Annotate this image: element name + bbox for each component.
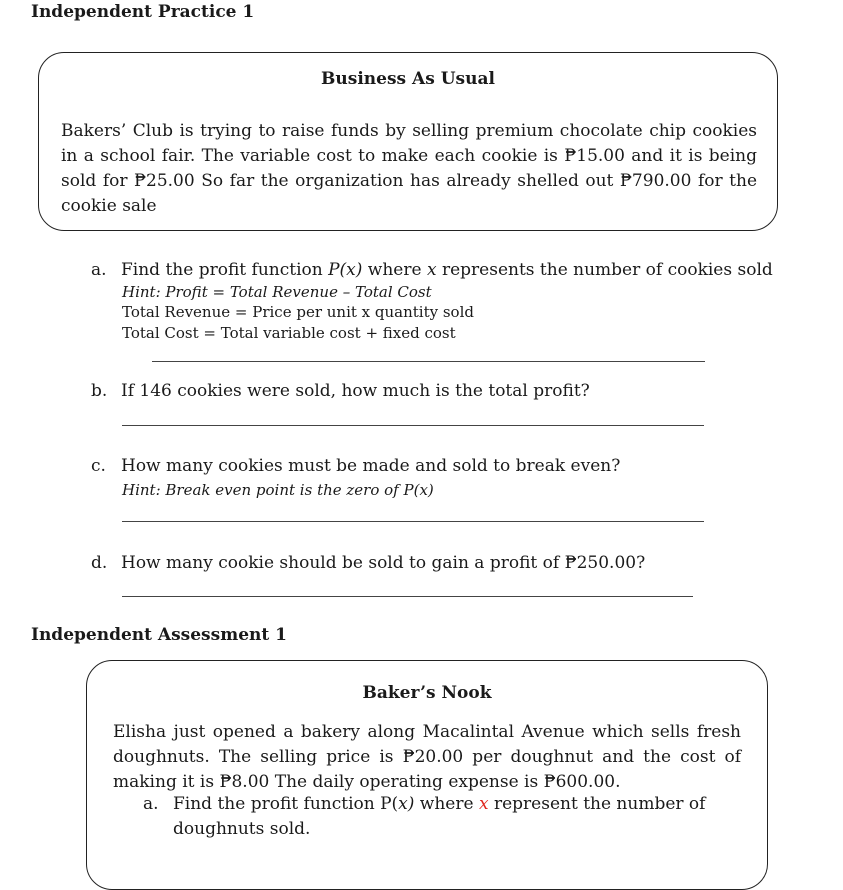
practice-question-b	[91, 381, 590, 401]
variable-symbol: x	[426, 260, 437, 280]
practice-scenario-text: Bakers’ Club is trying to raise funds by selling premium chocolate chip cookies in a school fair. The variable cost to make each cookie is ₱15.00 and it is being sold for ₱25.00 So far the organization has already shelled out ₱790.00 for the cookie sale	[61, 121, 757, 216]
practice-hint-a	[122, 282, 432, 303]
assessment-question-a-continued: doughnuts sold.	[173, 819, 311, 839]
question-text: where	[414, 794, 479, 814]
hint-text: Hint: Break even point is the zero of P(x)	[122, 481, 434, 499]
practice-scenario-box	[38, 52, 778, 231]
question-text: How many cookie should be sold to gain a profit of ₱250.00?	[121, 553, 646, 573]
function-symbol: P(x)	[328, 260, 363, 280]
practice-question-c	[91, 456, 620, 476]
assessment-box-title: Baker’s Nook	[362, 683, 492, 703]
question-label: a.	[91, 260, 107, 280]
question-label: c.	[91, 456, 106, 476]
hint-text: Hint: Profit = Total Revenue – Total Cost	[122, 283, 432, 301]
question-label: b.	[91, 381, 108, 401]
practice-cost-formula: Total Cost = Total variable cost + fixed cost	[122, 324, 456, 342]
variable-symbol: x	[478, 794, 489, 814]
answer-line-c[interactable]	[122, 521, 704, 522]
answer-line-d[interactable]	[122, 596, 693, 597]
practice-hint-c	[122, 480, 434, 501]
question-label: a.	[143, 794, 159, 814]
practice-box-title: Business As Usual	[321, 69, 495, 89]
assessment-scenario-text: Elisha just opened a bakery along Macalintal Avenue which sells fresh doughnuts. The selling price is ₱20.00 per doughnut and the cost of making it is ₱8.00 The daily operating expense is ₱600.00.	[113, 722, 741, 792]
question-text: Find the profit function P(	[173, 794, 399, 814]
question-text: Find the profit function	[121, 260, 329, 280]
function-symbol: x)	[398, 794, 415, 814]
question-text: represent the number of	[488, 794, 706, 814]
practice-question-a	[91, 260, 773, 280]
practice-heading: Independent Practice 1	[31, 2, 255, 22]
question-text: represents the number of cookies sold	[436, 260, 773, 280]
answer-line-b[interactable]	[122, 425, 704, 426]
answer-line-a[interactable]	[152, 361, 705, 362]
assessment-scenario-box	[86, 660, 768, 890]
practice-revenue-formula: Total Revenue = Price per unit x quantity sold	[122, 303, 474, 321]
question-text: where	[362, 260, 427, 280]
assessment-question-a	[143, 794, 705, 814]
question-text: How many cookies must be made and sold to break even?	[121, 456, 621, 476]
question-text: If 146 cookies were sold, how much is the total profit?	[121, 381, 590, 401]
assessment-heading: Independent Assessment 1	[31, 625, 287, 645]
practice-question-d	[91, 553, 645, 573]
question-label: d.	[91, 553, 108, 573]
